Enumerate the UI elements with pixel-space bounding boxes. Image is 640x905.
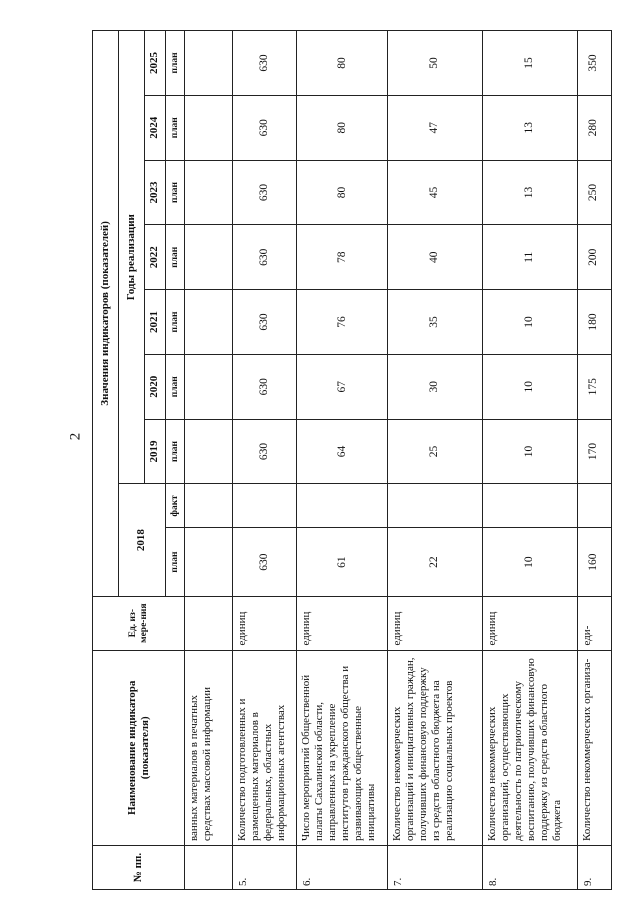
header-plan: план [166,290,185,355]
header-plan: план [166,225,185,290]
table-row [185,31,232,890]
unit-cell: еди- [577,596,611,650]
header-year: 2020 [144,354,165,419]
value-cell: 76 [297,290,388,355]
header-unit: Ед. из-мере-ния [93,596,185,650]
unit-cell [185,596,232,650]
header-name: Наименование индикатора (показателя) [93,650,185,845]
plan-2018-cell [185,528,232,596]
unit-cell: единиц [232,596,296,650]
row-number: 5. [232,846,296,890]
table-row [577,31,611,890]
value-cell: 630 [232,290,296,355]
header-values-group: Значения индикаторов (показателей) [93,31,119,597]
indicator-name: ванных материалов в печатных средствах массовой информации [185,650,232,845]
plan-2018-cell: 22 [388,528,483,596]
value-cell: 10 [482,419,577,484]
unit-cell: единиц [297,596,388,650]
value-cell: 64 [297,419,388,484]
table-row [232,31,296,890]
value-cell: 50 [388,31,483,96]
header-fact: факт [166,484,185,528]
header-year: 2019 [144,419,165,484]
header-year: 2023 [144,160,165,225]
indicator-name: Количество некоммерческих организаций и инициативных граждан, получивших финансовую поддержку из средств областного бюджета на реализацию социальных проектов [388,650,483,845]
unit-cell: единиц [482,596,577,650]
value-cell: 630 [232,419,296,484]
fact-2018-cell [185,484,232,528]
value-cell: 180 [577,290,611,355]
value-cell [185,160,232,225]
indicator-name: Количество некоммерческих организаций, осуществляющих деятельность по патриотическому воспитанию, получивших финансовую поддержку из средств областного бюджета [482,650,577,845]
header-plan: план [166,160,185,225]
header-year: 2024 [144,95,165,160]
header-plan: план [166,95,185,160]
header-year: 2025 [144,31,165,96]
header-year: 2021 [144,290,165,355]
value-cell: 47 [388,95,483,160]
page-number: 2 [67,432,84,441]
plan-2018-cell: 61 [297,528,388,596]
value-cell: 175 [577,354,611,419]
header-years-group: Годы реализации [118,31,144,484]
unit-cell: единиц [388,596,483,650]
indicator-name: Количество некоммерческих организа- [577,650,611,845]
value-cell: 10 [482,354,577,419]
value-cell: 200 [577,225,611,290]
rotated-content [92,30,612,890]
header-plan: план [166,31,185,96]
fact-2018-cell [388,484,483,528]
value-cell [185,31,232,96]
value-cell: 80 [297,95,388,160]
value-cell: 67 [297,354,388,419]
row-number: 9. [577,846,611,890]
plan-2018-cell: 160 [577,528,611,596]
value-cell: 170 [577,419,611,484]
header-plan: план [166,528,185,596]
rotated-table-area [92,30,612,890]
value-cell: 13 [482,160,577,225]
indicator-name: Число мероприятий Общественной палаты Сахалинской области, направленных на укрепление институтов гражданского общества и развивающих общественные инициативы [297,650,388,845]
value-cell: 15 [482,31,577,96]
plan-2018-cell: 10 [482,528,577,596]
plan-2018-cell: 630 [232,528,296,596]
value-cell: 78 [297,225,388,290]
indicator-name: Количество подготовленных и размещенных материалов в федеральных, областных информационных агентствах [232,650,296,845]
value-cell: 250 [577,160,611,225]
value-cell: 630 [232,354,296,419]
value-cell [185,225,232,290]
value-cell: 40 [388,225,483,290]
value-cell: 80 [297,31,388,96]
value-cell [185,419,232,484]
value-cell [185,354,232,419]
value-cell: 80 [297,160,388,225]
value-cell: 280 [577,95,611,160]
table-row [297,31,388,890]
row-number: 8. [482,846,577,890]
fact-2018-cell [577,484,611,528]
fact-2018-cell [232,484,296,528]
header-plan: план [166,354,185,419]
row-number: 6. [297,846,388,890]
header-year: 2022 [144,225,165,290]
value-cell [185,95,232,160]
value-cell [185,290,232,355]
value-cell: 35 [388,290,483,355]
value-cell: 630 [232,160,296,225]
row-number [185,846,232,890]
table-row [482,31,577,890]
indicators-table [92,30,612,890]
header-year-2018: 2018 [118,484,165,596]
header-number: № пп. [93,846,185,890]
value-cell: 13 [482,95,577,160]
value-cell: 30 [388,354,483,419]
fact-2018-cell [297,484,388,528]
value-cell: 630 [232,95,296,160]
table-row [388,31,483,890]
value-cell: 630 [232,225,296,290]
value-cell: 350 [577,31,611,96]
header-plan: план [166,419,185,484]
value-cell: 45 [388,160,483,225]
value-cell: 11 [482,225,577,290]
value-cell: 630 [232,31,296,96]
row-number: 7. [388,846,483,890]
fact-2018-cell [482,484,577,528]
value-cell: 25 [388,419,483,484]
value-cell: 10 [482,290,577,355]
